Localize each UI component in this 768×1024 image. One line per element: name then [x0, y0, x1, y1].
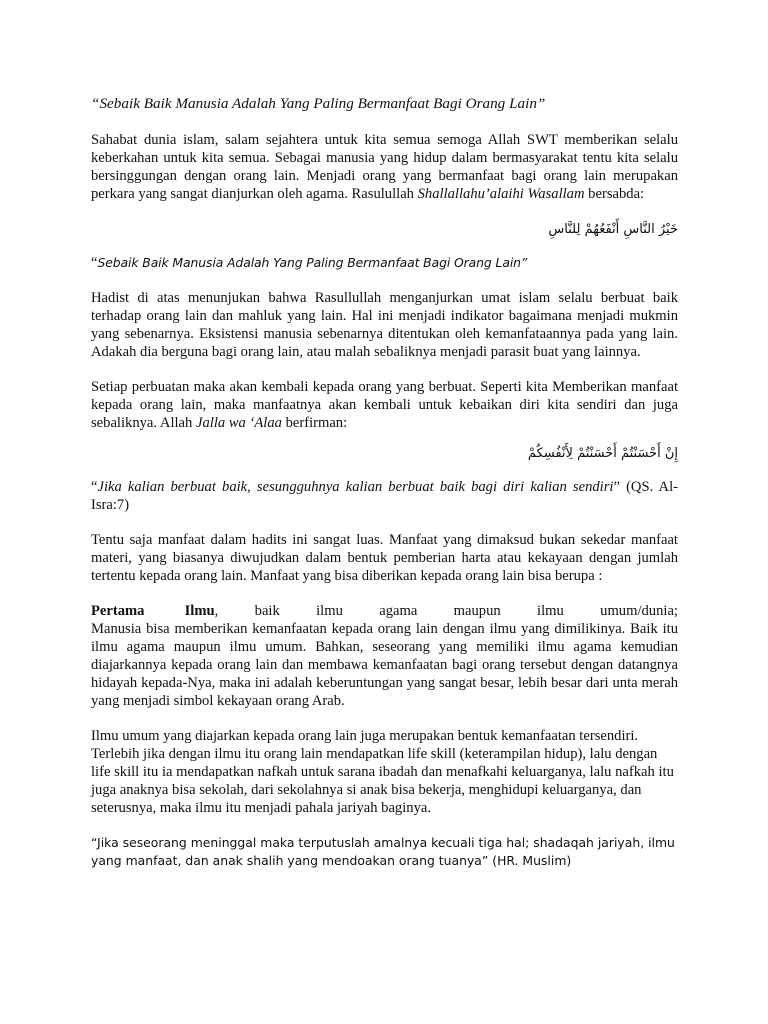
- paragraph-first-knowledge: [91, 602, 678, 710]
- heading-word-ilmu: ilmu: [316, 603, 343, 619]
- heading-comma: ,: [214, 603, 219, 619]
- paragraph-intro-tail: bersabda:: [584, 186, 645, 202]
- heading-word-baik: baik: [254, 603, 280, 619]
- paragraph-deeds-text: Setiap perbuatan maka akan kembali kepada orang yang berbuat. Seperti kita Memberikan manfaat kepada orang lain, maka manfaatnya akan kembali untuk kebaikan diri kita sendiri dan juga sebaliknya. Allah: [91, 379, 678, 431]
- paragraph-deeds: [91, 378, 678, 432]
- heading-word-ilmu-2: ilmu: [537, 603, 564, 619]
- first-knowledge-heading: [91, 602, 218, 620]
- paragraph-benefit-scope: Tentu saja manfaat dalam hadits ini sangat luas. Manfaat yang dimaksud bukan sekedar manfaat materi, yang biasanya diwujudkan dalam bentuk pemberian harta atau kekayaan dengan jumlah tertentu kepada orang lain. Manfaat yang bisa diberikan kepada orang lain bisa berupa :: [91, 532, 678, 584]
- heading-word-umum: umum/dunia;: [600, 603, 678, 619]
- heading-bold-pertama: Pertama: [91, 603, 145, 619]
- arabic-verse: إِنْ أَحْسَنْتُمْ أَحْسَنْتُمْ لِأَنْفُسِكُمْ: [527, 446, 678, 461]
- verse-translation-close: ” (QS. Al-Isra:7): [91, 479, 678, 513]
- article-title: “Sebaik Baik Manusia Adalah Yang Paling Bermanfaat Bagi Orang Lain”: [91, 95, 546, 112]
- paragraph-hadith-explanation: Hadist di atas menunjukan bahwa Rasullullah menganjurkan umat islam selalu berbuat baik terhadap orang lain dan mahluk yang lain. Hal ini menjadi indikator bagaimana menjadi mukmin yang sebenarnya. Eksistensi manusia sebenarnya ditentukan oleh kemanfataannya pada yang lain. Adakah dia berguna bagi orang lain, atau malah sebaliknya menjadi parasit buat yang lainnya.: [91, 290, 678, 360]
- verse-translation-open: “: [91, 479, 98, 495]
- verse-translation: [91, 478, 678, 514]
- document-page: [91, 95, 678, 870]
- hadith-translation-text: Sebaik Baik Manusia Adalah Yang Paling Bermanfaat Bagi Orang Lain”: [97, 255, 528, 270]
- heading-word-agama: agama: [379, 603, 418, 619]
- paragraph-intro: [91, 131, 678, 203]
- hadith-translation: [91, 254, 678, 272]
- verse-translation-text: Jika kalian berbuat baik, sesungguhnya kalian berbuat baik bagi diri kalian sendiri: [97, 479, 614, 495]
- heading-word-maupun: maupun: [453, 603, 501, 619]
- paragraph-deeds-tail: berfirman:: [281, 415, 348, 431]
- paragraph-intro-italic: Shallallahu’alaihi Wasallam: [417, 186, 585, 202]
- paragraph-general-knowledge: Ilmu umum yang diajarkan kepada orang lain juga merupakan bentuk kemanfaatan tersendiri. Terlebih jika dengan ilmu itu orang lain mendapatkan life skill (keterampilan hidup), lalu dengan life skill itu ia mendapatkan nafkah untuk sarana ibadah dan menafkahi keluarganya, lalu nafkah itu juga anaknya bisa sekolah, dari sekolahnya si anak bisa bekerja, menghidupi keluarganya, dan seterusnya, maka ilmu itu menjadi pahala jariyah baginya.: [91, 728, 674, 816]
- hadith-muslim-quote: “Jika seseorang meninggal maka terputuslah amalnya kecuali tiga hal; shadaqah jariyah, ilmu yang manfaat, dan anak shalih yang mendoakan orang tuanya” (HR. Muslim): [91, 835, 675, 868]
- paragraph-deeds-italic: Jalla wa ‘Alaa: [195, 415, 282, 431]
- arabic-hadith: خَيْرُ النَّاسِ أَنْفَعُهُمْ لِلنَّاسِ: [548, 222, 678, 237]
- hadith-translation-open: “: [91, 255, 98, 271]
- heading-bold-ilmu: Ilmu: [184, 603, 215, 619]
- first-knowledge-body: Manusia bisa memberikan kemanfaatan kepada orang lain dengan ilmu yang dimilikinya. Baik itu ilmu agama maupun ilmu umum. Bahkan, seseorang yang memiliki ilmu agama kemudian diajarkannya kepada orang lain dan membawa kemanfaatan bagi orang tersebut dengan datangnya hidayah kepada-Nya, maka ini adalah keberuntungan yang sangat besar, lebih besar dari unta merah yang menjadi simbol kekayaan orang Arab.: [91, 621, 678, 709]
- paragraph-intro-text: Sahabat dunia islam, salam sejahtera untuk kita semua semoga Allah SWT memberikan selalu keberkahan untuk kita semua. Sebagai manusia yang hidup dalam bermasyarakat tentu kita selalu bersinggungan dengan orang lain. Menjadi orang yang bermanfaat bagi orang lain merupakan perkara yang sangat dianjurkan oleh agama. Rasulullah: [91, 132, 678, 202]
- first-knowledge-heading-line: [91, 602, 678, 620]
